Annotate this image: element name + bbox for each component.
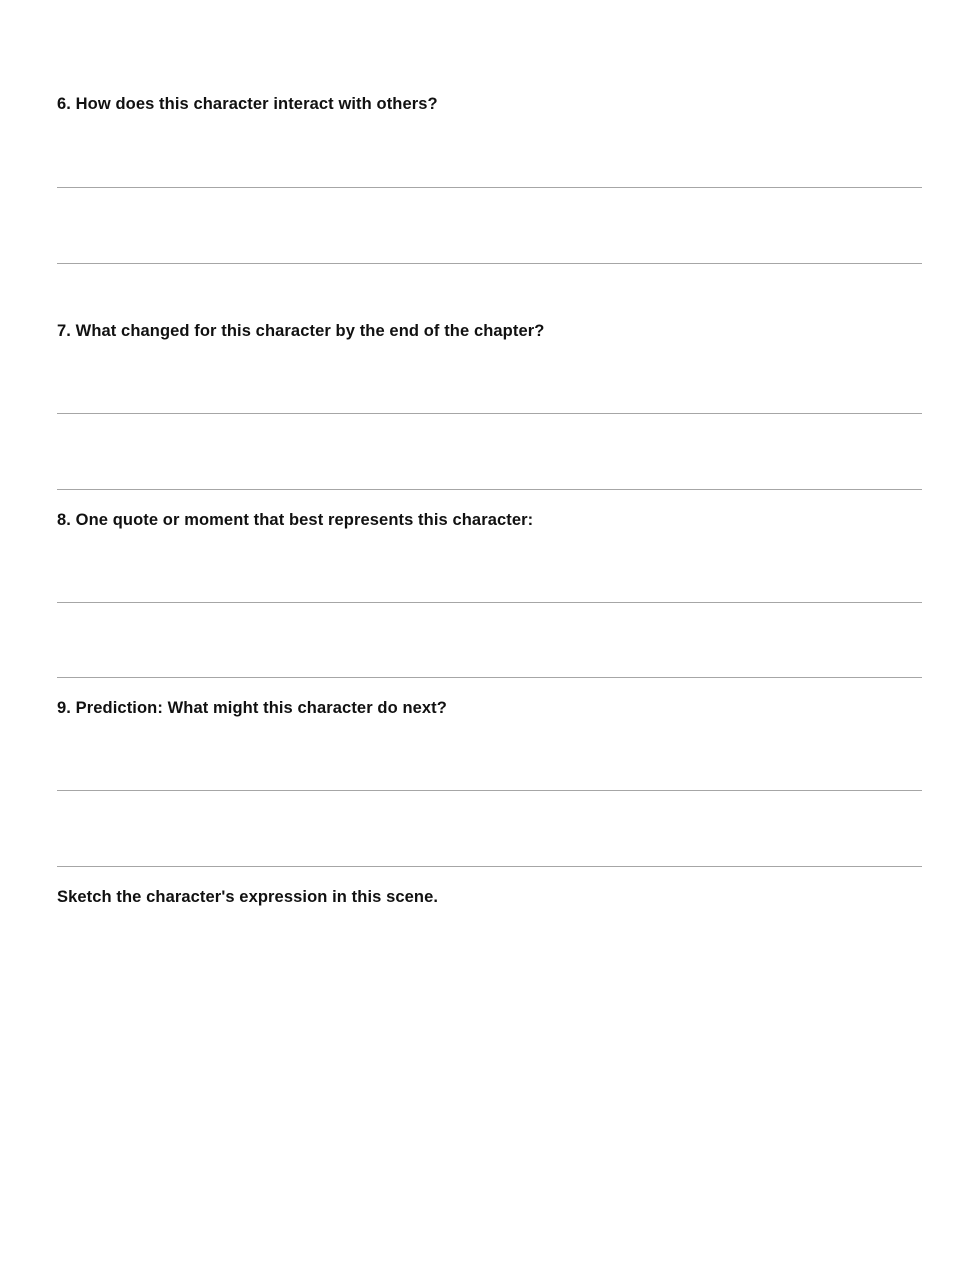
answer-line[interactable] xyxy=(57,263,922,264)
question-7-prompt: 7. What changed for this character by the end of the chapter? xyxy=(57,322,545,340)
answer-line[interactable] xyxy=(57,866,922,867)
sketch-prompt: Sketch the character's expression in this scene. xyxy=(57,888,439,906)
question-8-prompt: 8. One quote or moment that best represents this character: xyxy=(57,511,534,529)
question-9-prompt: 9. Prediction: What might this character do next? xyxy=(57,699,447,717)
question-6-prompt: 6. How does this character interact with others? xyxy=(57,95,438,113)
answer-line[interactable] xyxy=(57,413,922,414)
answer-line[interactable] xyxy=(57,602,922,603)
answer-line[interactable] xyxy=(57,677,922,678)
sketch-area[interactable] xyxy=(57,920,922,1240)
answer-line[interactable] xyxy=(57,489,922,490)
answer-line[interactable] xyxy=(57,187,922,188)
answer-line[interactable] xyxy=(57,790,922,791)
